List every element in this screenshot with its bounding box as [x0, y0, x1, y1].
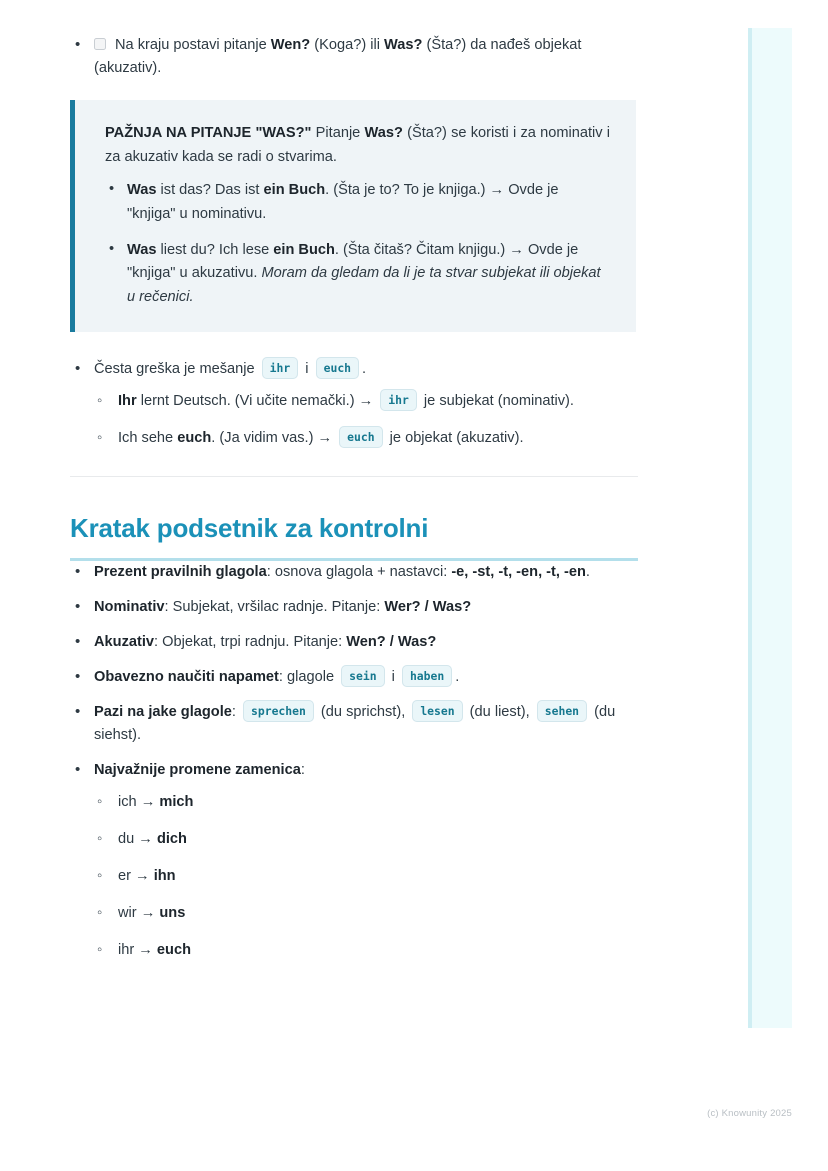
- pronoun-to: euch: [156, 942, 191, 959]
- attention-callout: [70, 100, 636, 331]
- intro-bold-wen: Wen?: [270, 37, 311, 53]
- pronoun-from: ich →: [118, 794, 160, 811]
- callout-ex2-bold-1: Was: [127, 241, 157, 258]
- pronoun-to: mich: [159, 794, 194, 811]
- code-token-euch: euch: [316, 357, 359, 379]
- sub2-text-0: Ich sehe: [118, 429, 178, 446]
- prezent-text-1: : osnova glagola + nastavci:: [266, 563, 452, 580]
- intro-bullet-list: [70, 34, 638, 80]
- summary-item-zamenice: [70, 759, 638, 962]
- code-token-euch-sub: euch: [339, 426, 382, 448]
- footer-copyright: (c) Knowunity 2025: [707, 1108, 792, 1119]
- jaki-text-4: (du siehst).: [94, 703, 616, 743]
- code-token-sehen: sehen: [537, 700, 587, 722]
- napamet-text-1: : glagole: [278, 668, 339, 685]
- callout-lead-bold: Was?: [364, 125, 403, 142]
- callout-lead-paragraph: [105, 122, 610, 169]
- code-token-ihr: ihr: [262, 357, 299, 379]
- akuzativ-questions: Wen? / Was?: [346, 633, 437, 650]
- mistake-text-1: Česta greška je mešanje: [94, 360, 259, 377]
- callout-example-list: [105, 179, 610, 309]
- callout-example-item: [105, 179, 610, 226]
- sub1-text-2: je subjekat (nominativ).: [419, 392, 574, 409]
- sub2-text-2: je objekat (akuzativ).: [385, 429, 524, 446]
- mistake-text-2: i: [301, 360, 313, 377]
- napamet-label: Obavezno naučiti napamet: [94, 668, 279, 685]
- summary-list: [70, 561, 638, 963]
- mistake-text-3: .: [362, 360, 367, 377]
- pronoun-from: du →: [118, 831, 157, 848]
- summary-item-akuzativ: [70, 631, 638, 654]
- sub2-text-1: . (Ja vidim vas.) →: [211, 429, 337, 446]
- napamet-text-3: .: [455, 668, 460, 685]
- pronoun-pair-item: [94, 902, 638, 925]
- task-checkbox[interactable]: [94, 38, 106, 50]
- prezent-label: Prezent pravilnih glagola: [94, 563, 267, 580]
- code-token-sprechen: sprechen: [243, 700, 314, 722]
- intro-bold-was: Was?: [384, 37, 423, 53]
- code-token-sein: sein: [341, 665, 384, 687]
- callout-ex2-bold-2: ein Buch: [273, 241, 335, 258]
- pronoun-to: ihn: [153, 868, 176, 885]
- napamet-text-2: i: [387, 668, 399, 685]
- pronoun-to: dich: [156, 831, 187, 848]
- pronoun-to: uns: [159, 905, 186, 922]
- pronoun-from: er →: [118, 868, 154, 885]
- summary-item-napamet: [70, 666, 638, 689]
- nominativ-text: : Subjekat, vršilac radnje. Pitanje:: [164, 598, 385, 615]
- sub1-bold: Ihr: [118, 392, 137, 409]
- intro-text-2: (Koga?) ili: [310, 37, 385, 53]
- code-token-haben: haben: [402, 665, 452, 687]
- pronoun-pair-item: [94, 791, 638, 814]
- callout-example-item: [105, 239, 610, 310]
- akuzativ-text: : Objekat, trpi radnju. Pitanje:: [154, 633, 347, 650]
- code-token-ihr-sub: ihr: [380, 389, 417, 411]
- pronoun-pair-item: [94, 865, 638, 888]
- pronoun-from: wir →: [118, 905, 160, 922]
- document-content: [70, 34, 638, 976]
- jaki-text-1: :: [231, 703, 240, 720]
- jaki-label: Pazi na jake glagole: [94, 703, 232, 720]
- pronoun-change-list: [94, 791, 638, 962]
- pronoun-pair-item: [94, 828, 638, 851]
- callout-ex1-bold-2: ein Buch: [263, 182, 326, 199]
- code-token-lesen: lesen: [412, 700, 462, 722]
- intro-text-3: (Šta?) da nađeš objekat (akuzativ).: [94, 37, 582, 77]
- pronoun-from: ihr →: [118, 942, 157, 959]
- common-mistake-list: [70, 358, 638, 450]
- summary-item-nominativ: [70, 596, 638, 619]
- section-divider: [70, 476, 638, 477]
- mistake-subitem: [94, 427, 638, 450]
- callout-ex2-text-1: liest du? Ich lese: [156, 241, 274, 258]
- callout-ex1-text-2: . (Šta je to? To je knjiga.) → Ovde je "knjiga" u nominativu.: [127, 182, 559, 223]
- mistake-subitem: [94, 390, 638, 413]
- prezent-text-2: .: [585, 563, 590, 580]
- summary-item-prezent: [70, 561, 638, 584]
- jaki-text-3: (du liest),: [465, 703, 534, 720]
- callout-ex2-text-2: . (Šta čitaš? Čitam knjigu.) → Ovde je "knjiga" u akuzativu.: [127, 241, 579, 282]
- right-decorative-panel: [748, 28, 792, 1028]
- nominativ-questions: Wer? / Was?: [384, 598, 472, 615]
- callout-lead-1: Pitanje: [311, 125, 365, 142]
- zamenice-label: Najvažnije promene zamenica: [94, 762, 301, 778]
- callout-ex2-italic: Moram da gledam da li je ta stvar subjekat ili objekat u rečenici.: [127, 265, 601, 305]
- intro-bullet-item: [70, 34, 638, 80]
- nominativ-label: Nominativ: [94, 598, 165, 615]
- sub2-bold: euch: [177, 429, 212, 446]
- callout-lead-2: (Šta?) se koristi i za nominativ i za akuzativ kada se radi o stvarima.: [105, 125, 610, 165]
- pronoun-pair-item: [94, 939, 638, 962]
- common-mistake-item: [70, 358, 638, 450]
- akuzativ-label: Akuzativ: [94, 633, 155, 650]
- prezent-endings: -e, -st, -t, -en, -t, -en: [451, 563, 586, 580]
- summary-item-jaki-glagoli: [70, 701, 638, 747]
- intro-text-1: Na kraju postavi pitanje: [115, 37, 271, 53]
- sub1-text-1: lernt Deutsch. (Vi učite nemački.) →: [136, 392, 378, 409]
- callout-ex1-text-1: ist das? Das ist: [156, 182, 264, 199]
- zamenice-colon: :: [300, 762, 305, 778]
- callout-ex1-bold-1: Was: [127, 182, 157, 199]
- callout-title: PAŽNJA NA PITANJE "WAS?": [105, 125, 312, 142]
- mistake-sublist: [94, 390, 638, 450]
- page-title: Kratak podsetnik za kontrolni: [70, 513, 638, 561]
- jaki-text-2: (du sprichst),: [316, 703, 410, 720]
